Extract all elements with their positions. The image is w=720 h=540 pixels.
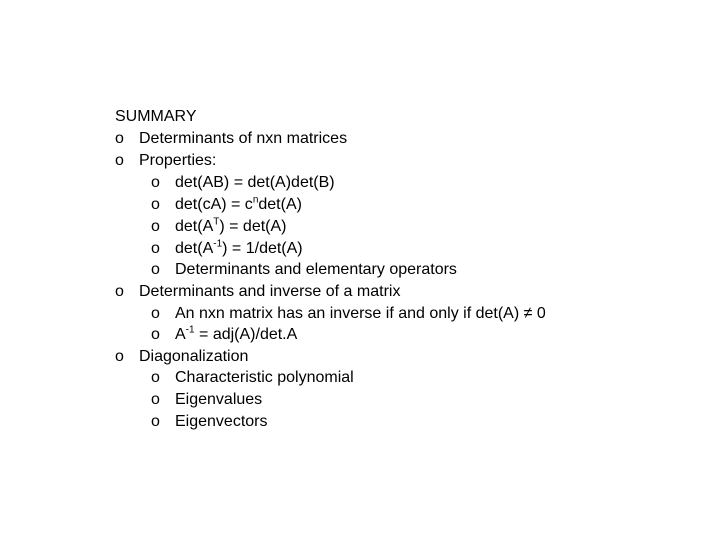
sub-item-eigenvectors: [151, 411, 268, 433]
sub-item-det-ab: [151, 172, 335, 194]
item-text: det(AB) = det(A)det(B): [175, 174, 335, 191]
bullet: o: [115, 130, 124, 147]
sub-item-det-ca: [151, 194, 302, 216]
item-text: Eigenvalues: [175, 391, 263, 408]
sub-item-det-at: [151, 216, 287, 238]
bullet: o: [151, 240, 160, 257]
sub-item-inverse-condition: [151, 303, 546, 325]
list-item-diagonalization: [115, 346, 248, 368]
bullet: o: [115, 283, 124, 300]
item-text: det(cA) = c: [175, 196, 253, 213]
item-text: Characteristic polynomial: [175, 369, 354, 386]
item-text: ) = 1/det(A): [222, 240, 303, 257]
item-text: Determinants and inverse of a matrix: [139, 283, 401, 300]
bullet: o: [151, 413, 160, 430]
list-item-determinants: [115, 128, 347, 150]
sub-item-det-ainv: [151, 238, 303, 260]
bullet: o: [151, 218, 160, 235]
sub-item-inverse-formula: [151, 324, 297, 346]
item-text: Determinants and elementary operators: [175, 261, 457, 278]
bullet: o: [115, 348, 124, 365]
item-text: det(A: [175, 240, 214, 257]
bullet: o: [151, 369, 160, 386]
bullet: o: [151, 326, 160, 343]
item-text: An nxn matrix has an inverse if and only if det(A) ≠ 0: [175, 305, 546, 322]
item-text: A: [175, 326, 186, 343]
bullet: o: [151, 305, 160, 322]
superscript: -1: [213, 238, 223, 250]
summary-title: SUMMARY: [115, 108, 197, 125]
list-item-inverse: [115, 281, 400, 303]
item-text: Eigenvectors: [175, 413, 268, 430]
list-item-properties: [115, 150, 216, 172]
item-text: Diagonalization: [139, 348, 249, 365]
superscript: T: [213, 216, 220, 228]
item-text: det(A): [258, 196, 302, 213]
sub-item-eigenvalues: [151, 389, 262, 411]
bullet: o: [151, 261, 160, 278]
superscript: -1: [185, 324, 195, 336]
item-text: det(A: [175, 218, 214, 235]
bullet: o: [151, 196, 160, 213]
bullet: o: [151, 391, 160, 408]
sub-item-characteristic: [151, 367, 354, 389]
superscript: n: [252, 194, 259, 206]
sub-item-elementary: [151, 259, 457, 281]
bullet: o: [151, 174, 160, 191]
item-text: Determinants of nxn matrices: [139, 130, 348, 147]
item-text: ) = det(A): [219, 218, 287, 235]
item-text: Properties:: [139, 152, 217, 169]
bullet: o: [115, 152, 124, 169]
item-text: = adj(A)/det.A: [194, 326, 298, 343]
